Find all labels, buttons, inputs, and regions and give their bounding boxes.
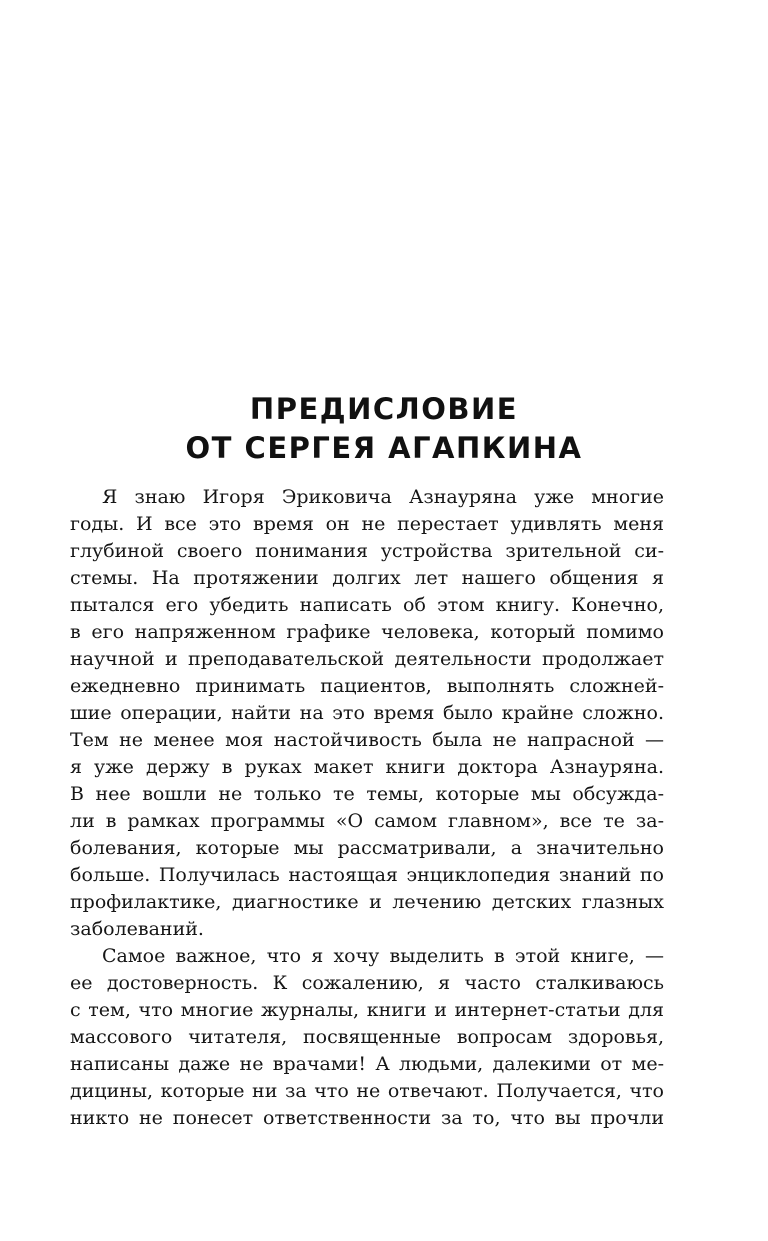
chapter-title-line-2: ОТ СЕРГЕЯ АГАПКИНА xyxy=(185,431,583,465)
text-line: никто не понесет ответственности за то, что вы прочли xyxy=(70,1107,664,1129)
text-line: глубиной своего понимания устройства зрительной си- xyxy=(70,540,664,562)
chapter-title-line-1: ПРЕДИСЛОВИЕ xyxy=(249,392,519,426)
text-line: дицины, которые ни за что не отвечают. Получается, что xyxy=(70,1080,664,1102)
text-line: заболеваний. xyxy=(70,918,204,940)
body-text xyxy=(70,484,664,1184)
text-line: В нее вошли не только те темы, которые мы обсужда- xyxy=(70,783,664,805)
text-line: научной и преподавательской деятельности продолжает xyxy=(70,648,664,670)
text-line: Тем не менее моя настойчивость была не напрасной — xyxy=(70,729,664,751)
text-line: массового читателя, посвященные вопросам здоровья, xyxy=(70,1026,664,1048)
text-line: стемы. На протяжении долгих лет нашего общения я xyxy=(70,567,664,589)
text-line: ли в рамках программы «О самом главном», все те за- xyxy=(70,810,664,832)
text-line: ежедневно принимать пациентов, выполнять сложней- xyxy=(70,675,664,697)
text-line: с тем, что многие журналы, книги и интернет-статьи для xyxy=(70,999,664,1021)
text-line: больше. Получилась настоящая энциклопедия знаний по xyxy=(70,864,664,886)
text-line: годы. И все это время он не перестает удивлять меня xyxy=(70,513,664,535)
text-line: профилактике, диагностике и лечению детских глазных xyxy=(70,891,664,913)
text-line: ее достоверность. К сожалению, я часто сталкиваюсь xyxy=(70,972,664,994)
text-line: я уже держу в руках макет книги доктора Азнауряна. xyxy=(70,756,664,778)
text-line: в его напряженном графике человека, который помимо xyxy=(70,621,664,643)
text-line: шие операции, найти на это время было крайне сложно. xyxy=(70,702,664,724)
text-line: Я знаю Игоря Эриковича Азнауряна уже многие xyxy=(102,486,664,508)
text-line: болевания, которые мы рассматривали, а значительно xyxy=(70,837,664,859)
text-line: пытался его убедить написать об этом книгу. Конечно, xyxy=(70,594,664,616)
text-line: Самое важное, что я хочу выделить в этой книге, — xyxy=(102,945,664,967)
text-line: написаны даже не врачами! А людьми, далекими от ме- xyxy=(70,1053,664,1075)
